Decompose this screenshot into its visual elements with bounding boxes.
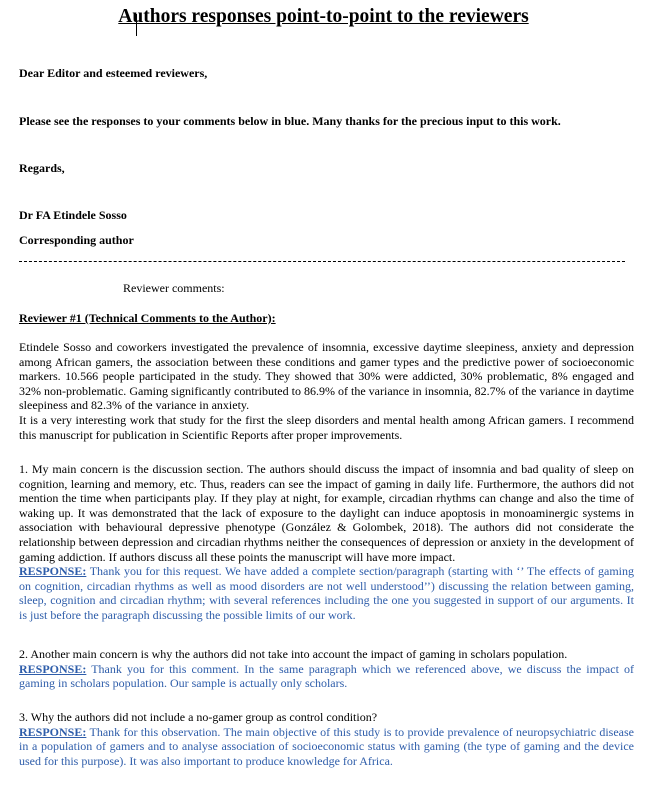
comment-2	[19, 647, 634, 691]
comment-1	[19, 462, 634, 623]
regards: Regards,	[19, 161, 65, 175]
intro-text: Please see the responses to your comments below in blue. Many thanks for the precious input to this work.	[19, 114, 561, 128]
dashed-divider	[19, 261, 625, 262]
response-label: RESPONSE:	[19, 564, 87, 579]
author-role: Corresponding author	[19, 233, 134, 247]
author-name: Dr FA Etindele Sosso	[19, 208, 127, 222]
response-text: Thank you for this request. We have added a complete section/paragraph (starting with ‘’ The effects of gaming on cognition, circadian rhythms as well as mood disorders are not well understood’’) discussing the relation between gaming, sleep, cognition and circadian rhythm; with several references including the one you suggested in support of our arguments. It is just before the paragraph discussing the possible limits of our work.	[19, 564, 634, 622]
comment-3	[19, 710, 634, 768]
response-text: Thank you for this comment. In the same paragraph which we referenced above, we discuss the impact of gaming in scholars population. Our sample is actually only scholars.	[19, 661, 634, 691]
summary-paragraph: Etindele Sosso and coworkers investigated the prevalence of insomnia, excessive daytime sleepiness, anxiety and depression among African gamers, the association between these conditions and gamer types and the predictive power of socioeconomic markers. 10.566 people participated in the study. They showed that 30% were addicted, 30% problematic, 8% engaged and 32% non-problematic. Gaming significantly contributed to 86.9% of the variance in insomnia, 82.7% of the variance in daytime sleepiness and 82.3% of the variance in anxiety.	[19, 340, 634, 413]
comment-text: 1. My main concern is the discussion section. The authors should discuss the impact of insomnia and bad quality of sleep on cognition, learning and memory, etc. Thus, readers can see the impact of gaming in daily life. Furthermore, the authors did not mention the time when participants play. If they play at night, for example, circadian rhythms can change and also the time of waking up. It was demonstrated that the lack of exposure to the daylight can induce apoptosis in monoaminergic systems in association with behavioural depressive phenotype (González & Golombek, 2018). The authors did not considerate the relationship between depression and circadian rhythms neither the consequences of depression or anxiety in the development of gaming addiction. If authors discuss all these points the manuscript will have more impact.	[19, 462, 634, 564]
response-block	[19, 725, 634, 769]
response-block	[19, 662, 634, 691]
response-label: RESPONSE:	[19, 724, 87, 739]
response-label: RESPONSE:	[19, 661, 87, 676]
reviewer-comments-heading: Reviewer comments:	[123, 281, 225, 295]
response-block	[19, 564, 634, 622]
salutation: Dear Editor and esteemed reviewers,	[19, 66, 208, 80]
comment-text: 2. Another main concern is why the authors did not take into account the impact of gaming in scholars population.	[19, 647, 568, 661]
reviewer1-heading: Reviewer #1 (Technical Comments to the Author):	[19, 311, 276, 325]
summary-block	[19, 340, 634, 442]
response-text: Thank for this observation. The main objective of this study is to provide prevalence of neuropsychiatric disease in a population of gamers and to analyse association of socioeconomic status with gaming (the type of gaming and the device used for this purpose). It was also important to produce knowledge for Africa.	[19, 724, 635, 768]
comment-text: 3. Why the authors did not include a no-gamer group as control condition?	[19, 710, 378, 724]
page-title: Authors responses point-to-point to the reviewers	[118, 6, 529, 27]
summary-followup: It is a very interesting work that study for the first the sleep disorders and mental health among African gamers. I recommend this manuscript for publication in Scientific Reports after proper improvements.	[19, 412, 634, 442]
